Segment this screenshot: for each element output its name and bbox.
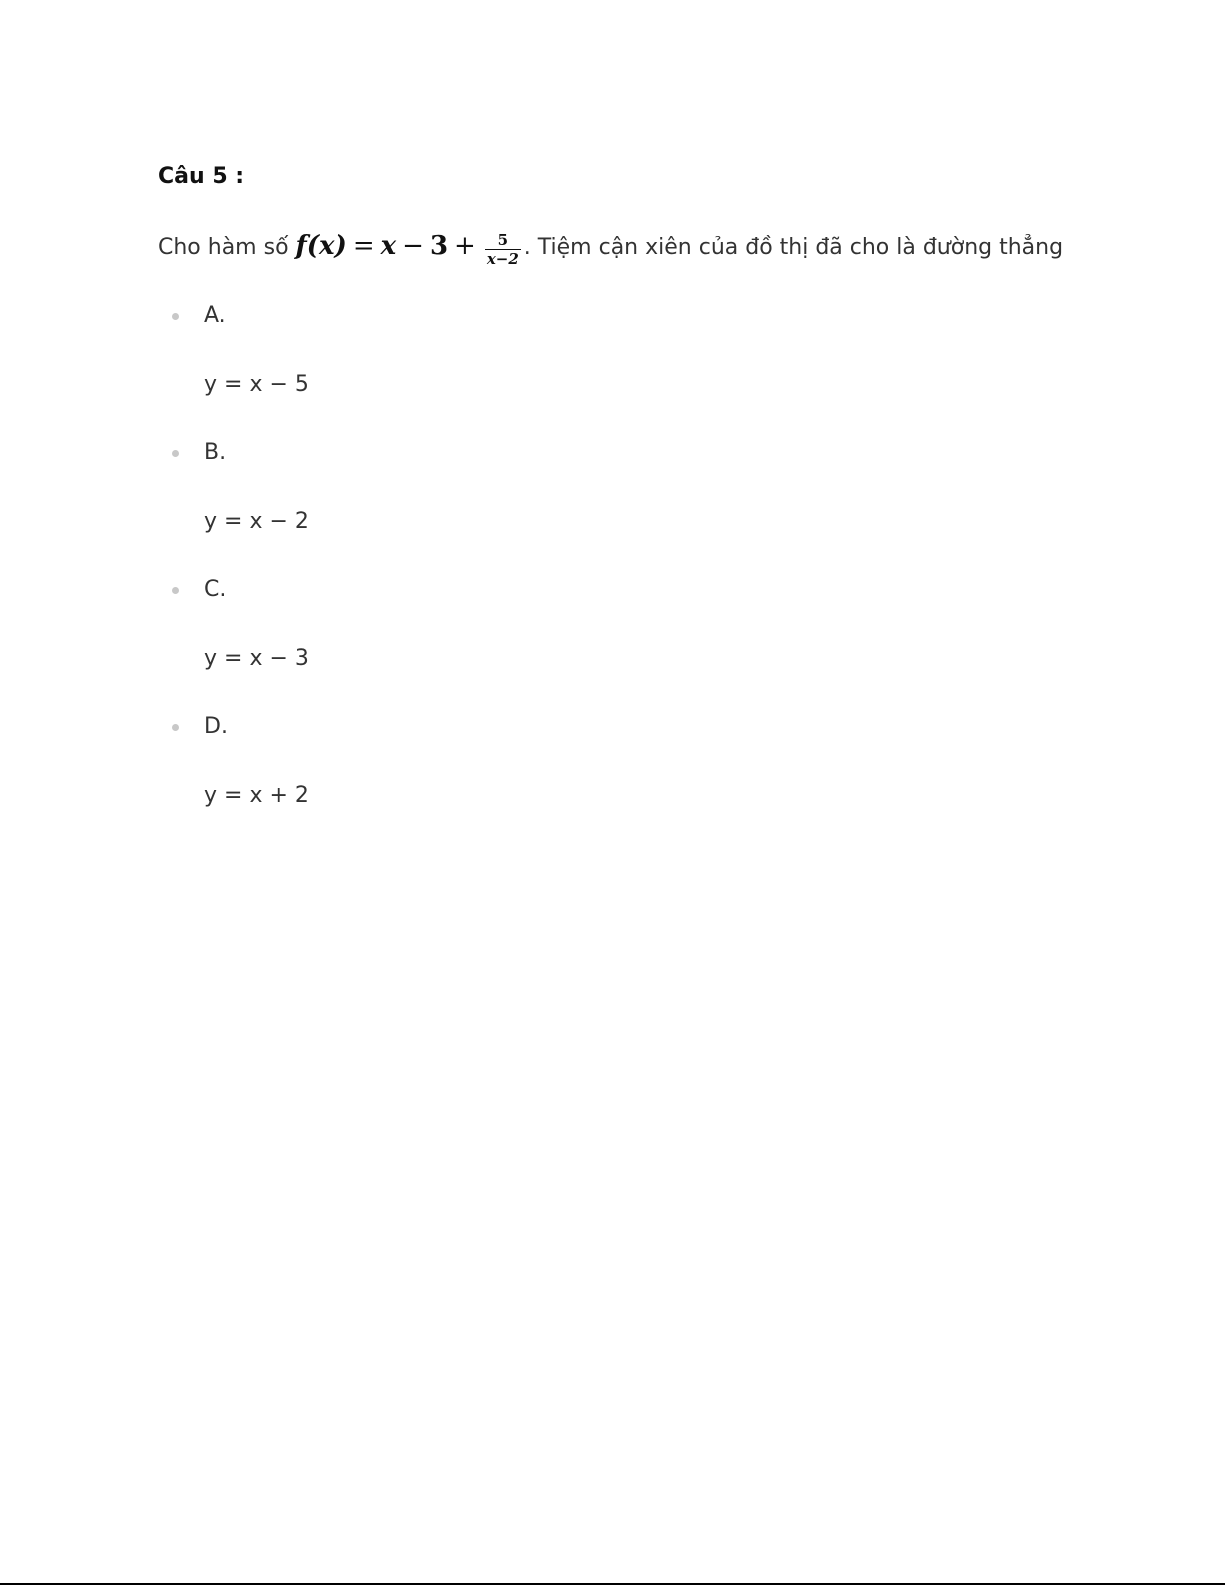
bullet-dot-icon [172,450,179,457]
option-answer: y = x − 3 [204,646,309,671]
option-c[interactable] [158,573,1118,676]
option-answer: y = x − 5 [204,372,309,397]
question-text [158,228,1118,267]
option-b[interactable] [158,436,1118,539]
option-letter: C. [204,577,227,602]
formula-equals: = [352,231,375,261]
bullet-dot-icon [172,313,179,320]
formula-minus: − [402,231,424,261]
option-a[interactable] [158,299,1118,402]
option-letter: A. [204,303,226,328]
fraction-denominator: x−2 [486,250,519,268]
option-d[interactable] [158,710,1118,813]
question-intro: Cho hàm số [158,235,289,260]
option-letter: D. [204,714,228,739]
answer-options [158,299,1118,813]
option-letter: B. [204,440,227,465]
formula-fraction [485,232,521,267]
formula-var: x [380,231,397,261]
bullet-dot-icon [172,587,179,594]
fraction-numerator: 5 [497,231,509,249]
option-answer: y = x − 2 [204,509,309,534]
question-title: Câu 5 : [158,164,245,189]
question-suffix: . Tiệm cận xiên của đồ thị đã cho là đường thẳng [523,235,1064,260]
bullet-dot-icon [172,724,179,731]
option-answer: y = x + 2 [204,783,309,808]
formula-lhs: f(x) [295,231,347,261]
question-container [158,160,1118,847]
formula-const: 3 [429,231,449,261]
formula-plus: + [454,231,476,261]
function-formula [295,231,524,268]
